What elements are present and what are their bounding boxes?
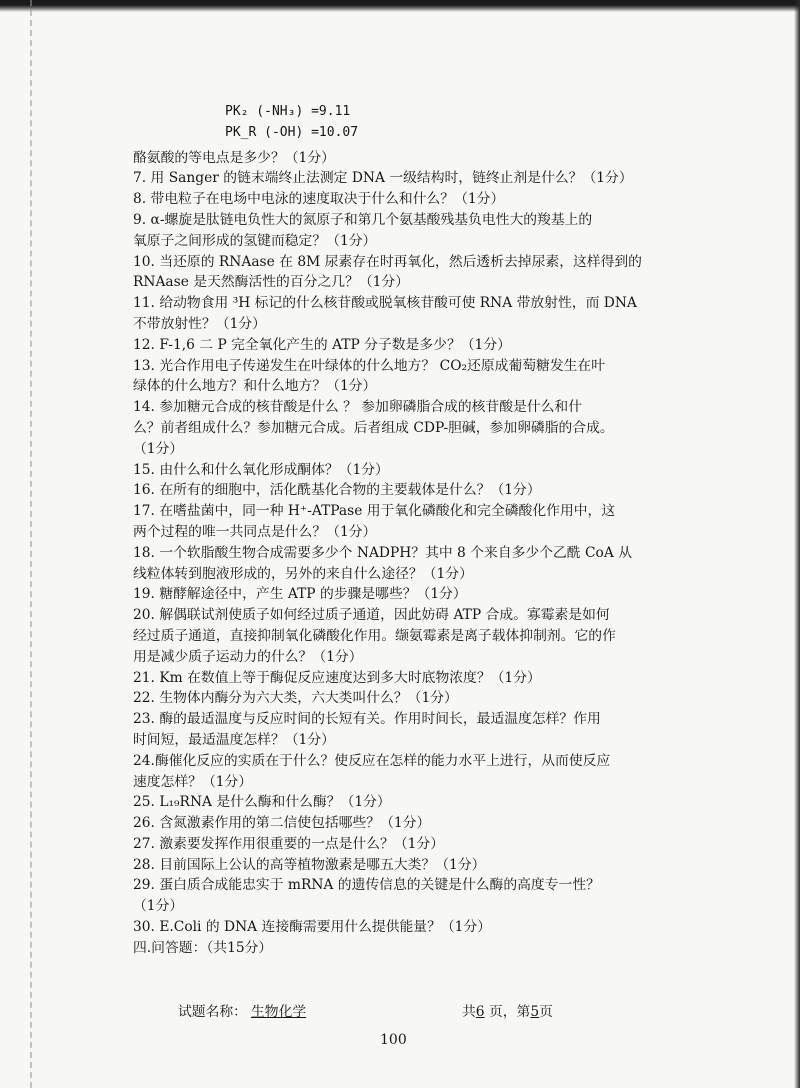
question-line: 28. 目前国际上公认的高等植物激素是哪五大类？（1分） [133,856,486,873]
question-line: 26. 含氮激素作用的第二信使包括哪些？（1分） [133,815,431,832]
question-line: 29. 蛋白质合成能忠实于 mRNA 的遗传信息的关键是什么酶的高度专一性？ [133,877,600,894]
question-line: 用是减少质子运动力的什么？（1分） [133,648,363,665]
question-line: 经过质子通道，直接抑制氧化磷酸化作用。缬氨霉素是离子载体抑制剂。它的作 [133,627,616,644]
question-line: 8. 带电粒子在电场中电泳的速度取决于什么和什么？（1分） [133,191,505,208]
question-line: 22. 生物体内酶分为六大类，六大类叫什么？（1分） [133,690,458,707]
total-pages: 6 [475,1004,485,1020]
question-line: 27. 激素要发挥作用很重要的一点是什么？（1分） [133,835,445,852]
page-number: 100 [380,1032,407,1048]
question-line: 20. 解偶联试剂使质子如何经过质子通道，因此妨碍 ATP 合成。寡霉素是如何 [133,607,610,624]
pages-mid: 页，第 [484,1004,531,1020]
question-line: 么？前者组成什么？参加糖元合成。后者组成 CDP-胆碱，参加卵磷脂的合成。 [133,419,614,436]
question-line: 23. 酶的最适温度与反应时间的长短有关。作用时间长，最适温度怎样？作用 [133,711,601,728]
page-count [462,1000,553,1020]
question-line: 30. E.Coli 的 DNA 连接酶需要用什么提供能量？（1分） [133,919,492,936]
question-line: 时间短，最适温度怎样？（1分） [133,731,335,748]
question-line: （1分） [133,898,184,915]
question-line: 线粒体转到胞液形成的，另外的来自什么途径？（1分） [133,565,473,582]
question-line: 两个过程的唯一共同点是什么？（1分） [133,523,377,540]
scan-left-edge [0,0,32,1088]
subject-name: 生物化学 [250,1004,307,1020]
question-line: 12. F-1,6 二 P 完全氧化产生的 ATP 分子数是多少？（1分） [133,336,511,353]
question-line: （1分） [133,440,184,457]
question-line: 酪氨酸的等电点是多少？（1分） [133,149,335,166]
subject-label: 试题名称： [178,1004,247,1020]
pages-prefix: 共 [462,1004,476,1020]
question-line: 17. 在嗜盐菌中，同一种 H⁺-ATPase 用于氧化磷酸化和完全磷酸化作用中，这 [133,503,616,520]
question-line: 21. Km 在数值上等于酶促反应速度达到多大时底物浓度？（1分） [133,669,541,686]
question-line: 14. 参加糖元合成的核苷酸是什么 ？ 参加卵磷脂合成的核苷酸是什么和什 [133,399,583,416]
pk-r-oh-line: PK_R (-OH) =10.07 [225,124,359,140]
question-line: 氧原子之间形成的氢键而稳定？（1分） [133,232,377,249]
question-line: 19. 糖酵解途径中，产生 ATP 的步骤是哪些？（1分） [133,586,467,603]
subject-row [178,1000,310,1020]
scan-top-edge [0,0,800,12]
question-line: 11. 给动物食用 ³H 标记的什么核苷酸或脱氧核苷酸可使 RNA 带放射性，而 DNA [133,295,637,312]
pk-nh3-line: PK₂ (-NH₃) =9.11 [225,104,351,119]
question-line: 9. α-螺旋是肽链电负性大的氮原子和第几个氨基酸残基负电性大的羧基上的 [133,211,593,228]
pages-suffix: 页 [539,1004,553,1020]
question-line: 10. 当还原的 RNAase 在 8M 尿素存在时再氧化，然后透析去掉尿素，这样得到的 [133,253,642,270]
question-line: 13. 光合作用电子传递发生在叶绿体的什么地方？ CO₂还原成葡萄糖发生在叶 [133,357,606,374]
question-line: 绿体的什么地方？和什么地方？（1分） [133,378,377,395]
scan-right-edge [794,0,800,1088]
section-heading: 四.问答题：（共15分） [133,939,273,956]
question-line: RNAase 是天然酶活性的百分之几？（1分） [133,274,410,291]
question-line: 18. 一个软脂酸生物合成需要多少个 NADPH？其中 8 个来自多少个乙酰 CoA 从 [133,544,632,561]
current-page: 5 [530,1004,540,1020]
question-line: 7. 用 Sanger 的链末端终止法测定 DNA 一级结构时，链终止剂是什么？（1分） [133,170,633,187]
question-line: 不带放射性？（1分） [133,315,266,332]
question-line: 速度怎样？（1分） [133,773,253,790]
question-list [133,84,718,959]
question-line: 25. L₁₉RNA 是什么酶和什么酶？（1分） [133,794,391,811]
question-line: 24.酶催化反应的实质在于什么？使反应在怎样的能力水平上进行，从而使反应 [133,752,611,769]
question-line: 15. 由什么和什么氧化形成酮体？（1分） [133,461,389,478]
question-line: 16. 在所有的细胞中，活化酰基化合物的主要载体是什么？（1分） [133,482,541,499]
